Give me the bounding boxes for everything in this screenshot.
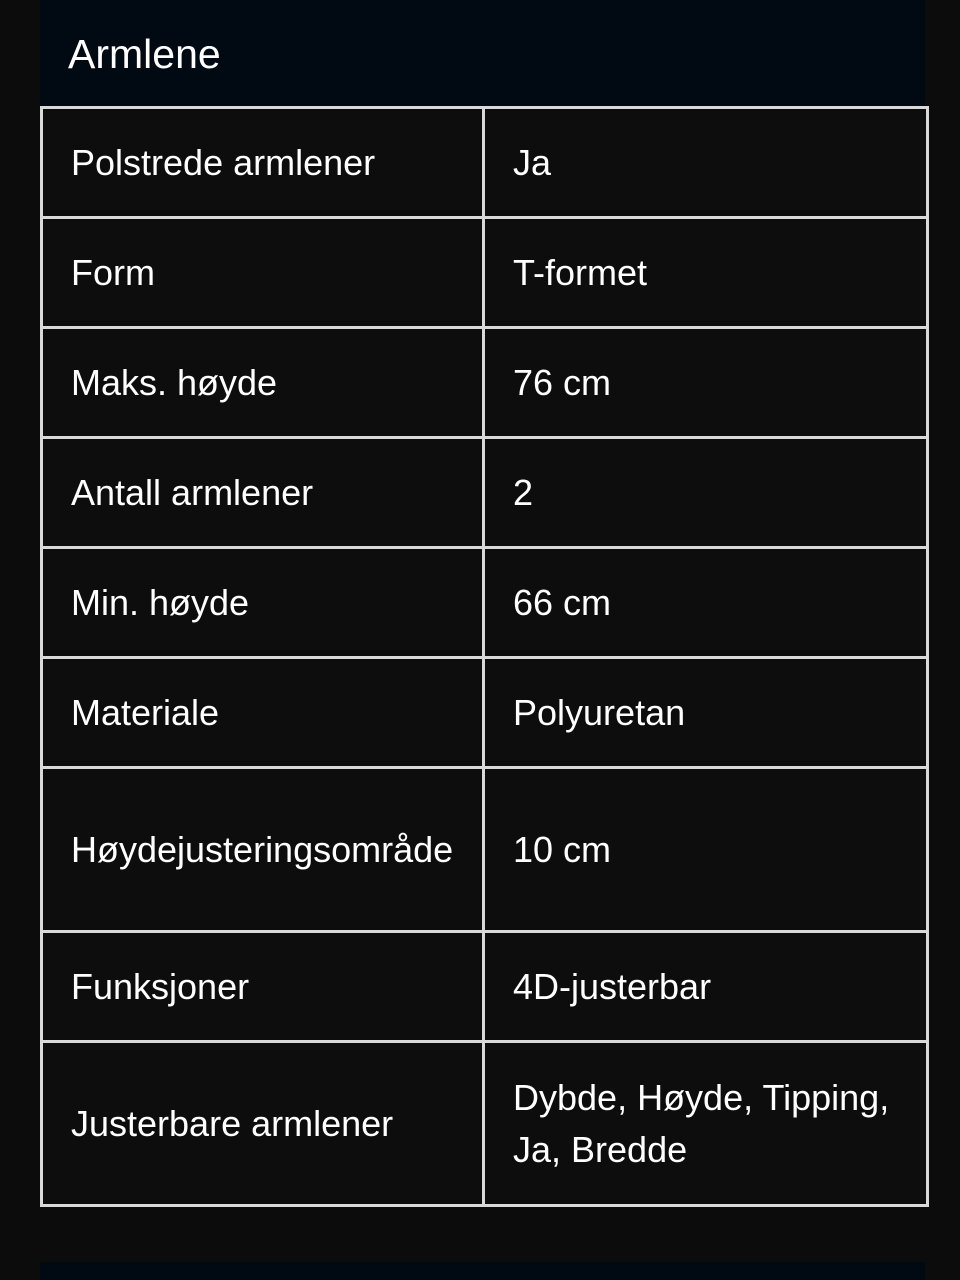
spec-value: T-formet bbox=[484, 218, 928, 328]
table-row bbox=[42, 328, 928, 438]
spec-label: Antall armlener bbox=[42, 438, 484, 548]
table-row bbox=[42, 768, 928, 932]
spec-value: Polyuretan bbox=[484, 658, 928, 768]
section-title: Armlene bbox=[68, 31, 221, 77]
spec-value: 10 cm bbox=[484, 768, 928, 932]
table-row bbox=[42, 108, 928, 218]
table-row bbox=[42, 658, 928, 768]
spec-label: Min. høyde bbox=[42, 548, 484, 658]
spec-value: 76 cm bbox=[484, 328, 928, 438]
specs-table bbox=[40, 106, 929, 1207]
table-row bbox=[42, 932, 928, 1042]
spec-value: 66 cm bbox=[484, 548, 928, 658]
table-row bbox=[42, 218, 928, 328]
table-row bbox=[42, 438, 928, 548]
spec-label: Justerbare armlener bbox=[42, 1042, 484, 1206]
table-row bbox=[42, 1042, 928, 1206]
spec-label: Funksjoner bbox=[42, 932, 484, 1042]
spec-label: Polstrede armlener bbox=[42, 108, 484, 218]
spec-label: Høydejusteringsområde bbox=[42, 768, 484, 932]
spec-value: 2 bbox=[484, 438, 928, 548]
spec-value: Ja bbox=[484, 108, 928, 218]
spec-value: Dybde, Høyde, Tipping, Ja, Bredde bbox=[484, 1042, 928, 1206]
spec-label: Materiale bbox=[42, 658, 484, 768]
spec-label: Form bbox=[42, 218, 484, 328]
table-row bbox=[42, 548, 928, 658]
spec-label: Maks. høyde bbox=[42, 328, 484, 438]
section-header bbox=[40, 0, 925, 106]
spec-value: 4D-justerbar bbox=[484, 932, 928, 1042]
next-section-header bbox=[40, 1262, 925, 1280]
